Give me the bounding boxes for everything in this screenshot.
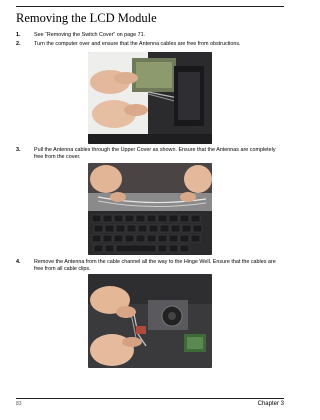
page-number: 83: [16, 401, 22, 407]
page-title: Removing the LCD Module: [16, 11, 157, 25]
step-number: 4.: [16, 259, 21, 265]
step-text: Pull the Antenna cables through the Upper Cover as shown. Ensure that the Antennas are completely free from the cover.: [34, 147, 276, 160]
photo-antenna-cable-channel: [88, 274, 212, 368]
step-1: [16, 32, 284, 39]
step-4: [16, 259, 284, 273]
step-number: 2.: [16, 41, 21, 47]
step-text: Remove the Antenna from the cable channel all the way to the Hinge Well. Ensure that the cables are free from all cable clips.: [34, 259, 276, 272]
step-3: [16, 147, 284, 161]
chapter-label: Chapter 3: [257, 401, 284, 407]
step-number: 3.: [16, 147, 21, 153]
footer-rule: [16, 398, 284, 399]
step-number: 1.: [16, 32, 21, 38]
step-2: [16, 41, 284, 48]
photo-antenna-upper-cover: [88, 163, 212, 255]
step-text: Turn the computer over and ensure that the Antenna cables are free from obstructions.: [34, 41, 241, 47]
photo-antenna-cables-underside: [88, 52, 212, 144]
step-text: See “Removing the Switch Cover” on page 71.: [34, 32, 146, 38]
header-rule: [16, 6, 284, 7]
